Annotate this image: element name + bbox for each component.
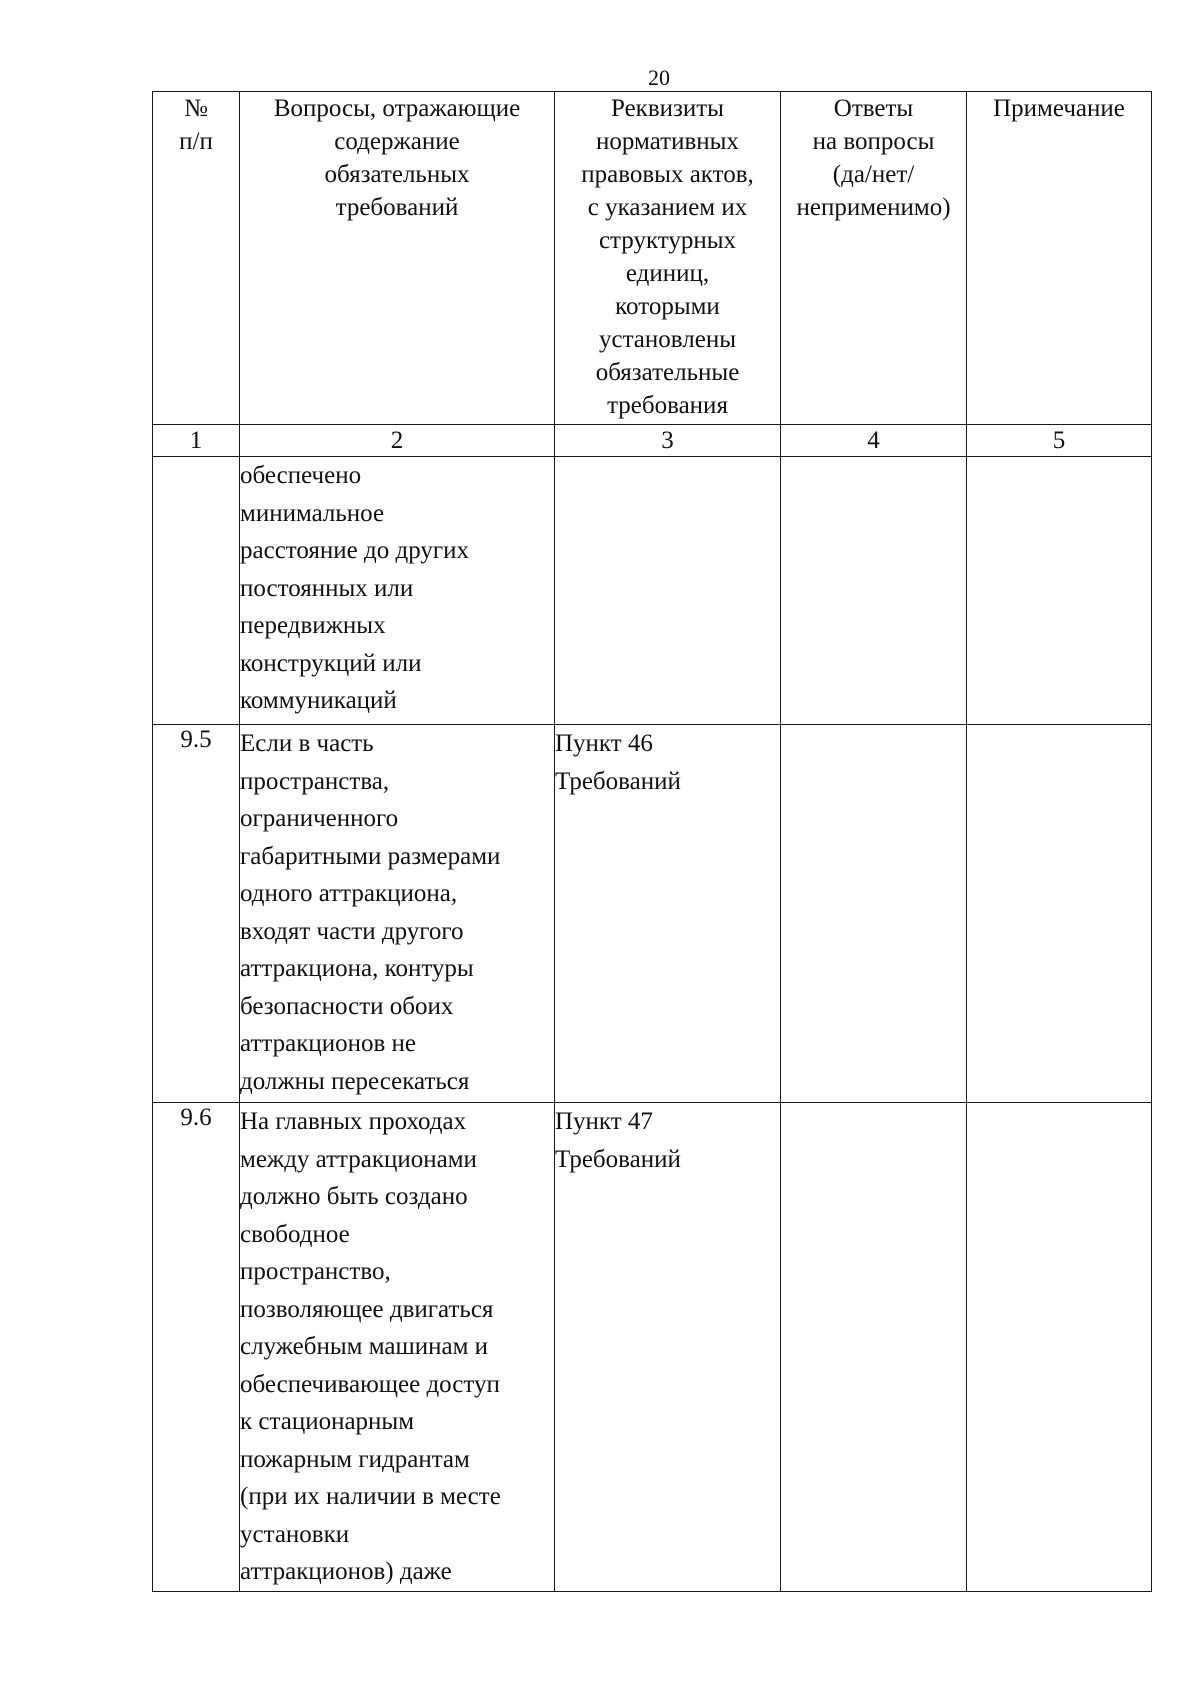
table-row	[153, 1103, 1152, 1592]
column-number: 1	[153, 425, 240, 457]
column-number: 3	[555, 425, 781, 457]
table-row	[153, 725, 1152, 1103]
header-answers: Ответы на вопросы (да/нет/ неприменимо)	[781, 92, 967, 425]
row-answer[interactable]	[781, 725, 967, 1103]
row-number: 9.5	[153, 725, 240, 1103]
header-note: Примечание	[967, 92, 1152, 425]
table-row	[153, 457, 1152, 725]
row-note[interactable]	[967, 725, 1152, 1103]
row-question: Если в часть пространства, ограниченного габаритными размерами одного аттракциона, входят части другого аттракциона, контуры безопасности обоих аттракционов не должны пересекаться	[240, 725, 555, 1103]
row-reference: Пункт 47 Требований	[555, 1103, 781, 1592]
row-question: На главных проходах между аттракционами должно быть создано свободное пространство, позволяющее двигаться служебным машинам и обеспечивающее доступ к стационарным пожарным гидрантам (при их наличии в месте установки аттракционов) даже	[240, 1103, 555, 1592]
row-reference: Пункт 46 Требований	[555, 725, 781, 1103]
header-number: № п/п	[153, 92, 240, 425]
row-question: обеспечено минимальное расстояние до других постоянных или передвижных конструкций или коммуникаций	[240, 457, 555, 725]
checklist-table	[152, 91, 1152, 1592]
header-legal-references: Реквизиты нормативных правовых актов, с указанием их структурных единиц, которыми установлены обязательные требования	[555, 92, 781, 425]
page-number: 20	[648, 65, 670, 90]
checklist-sheet	[152, 91, 1151, 1592]
row-number: 9.6	[153, 1103, 240, 1592]
column-number: 5	[967, 425, 1152, 457]
row-answer[interactable]	[781, 457, 967, 725]
row-reference	[555, 457, 781, 725]
column-number: 2	[240, 425, 555, 457]
header-questions: Вопросы, отражающие содержание обязательных требований	[240, 92, 555, 425]
row-note[interactable]	[967, 457, 1152, 725]
column-number-row	[153, 425, 1152, 457]
row-number	[153, 457, 240, 725]
column-number: 4	[781, 425, 967, 457]
header-row	[153, 92, 1152, 425]
row-note[interactable]	[967, 1103, 1152, 1592]
row-answer[interactable]	[781, 1103, 967, 1592]
